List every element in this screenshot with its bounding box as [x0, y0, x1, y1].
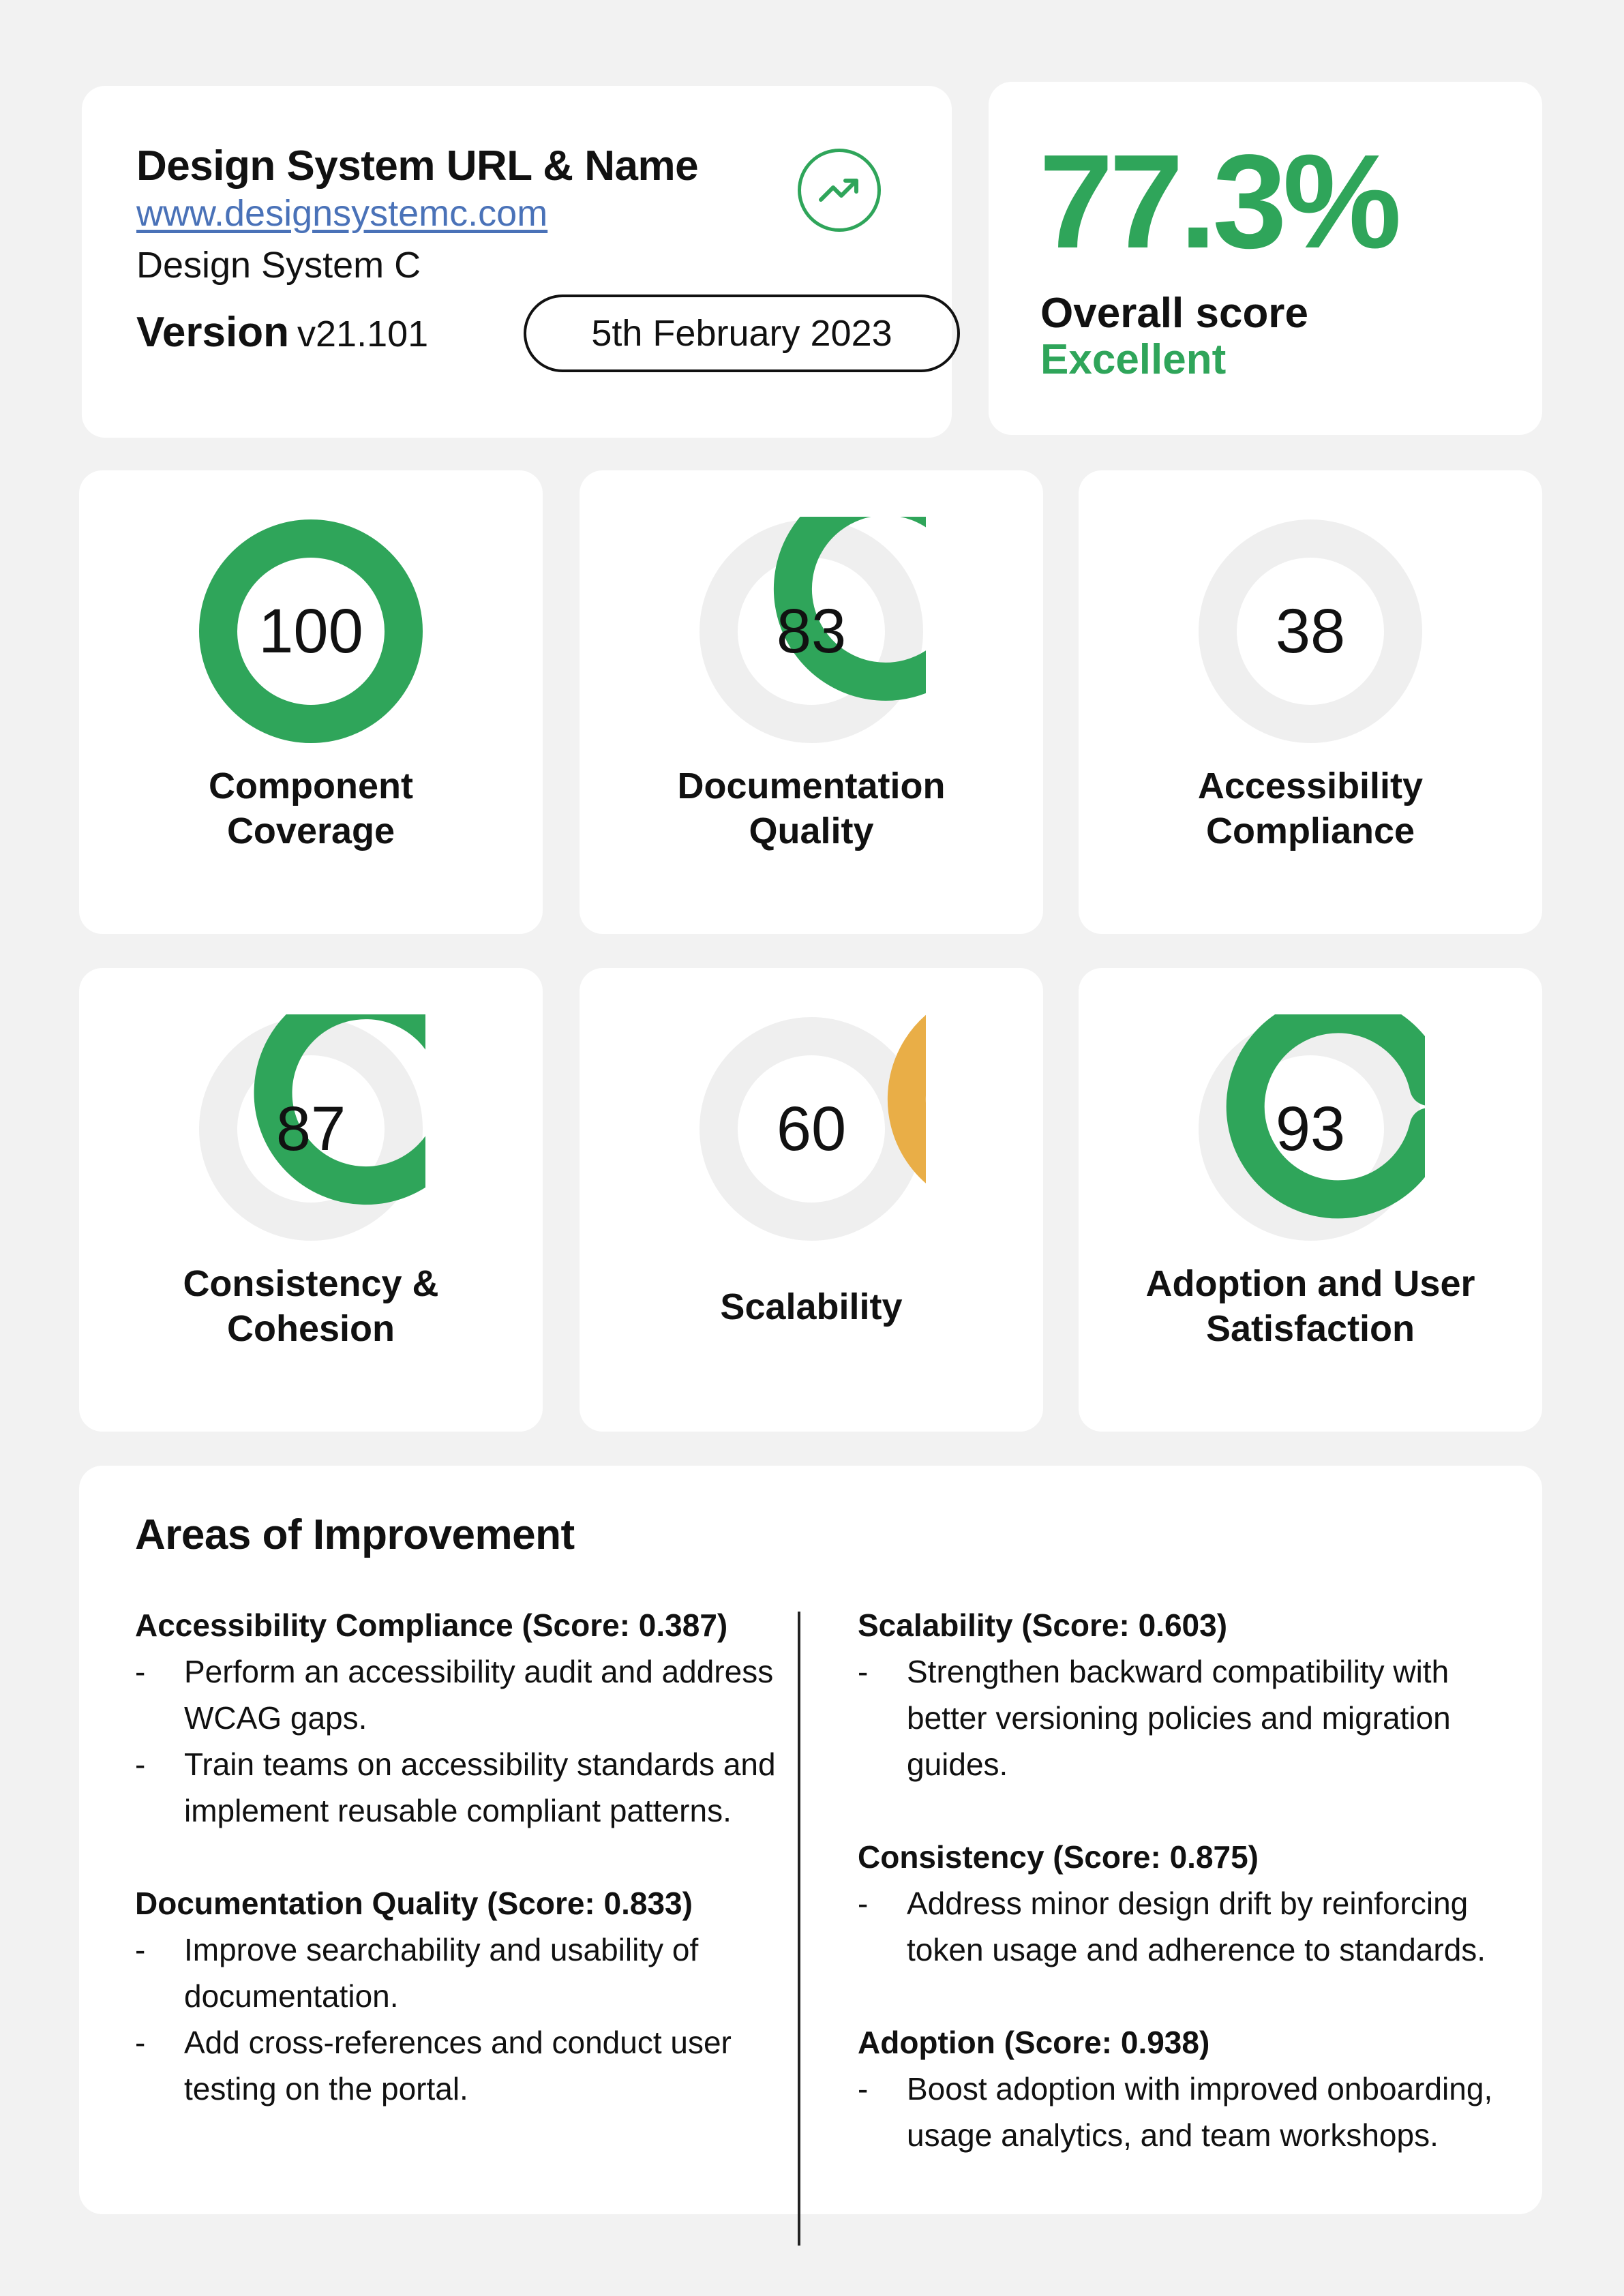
- metric-label-line: Compliance: [1205, 811, 1415, 851]
- metric-label-line: Cohesion: [226, 1308, 395, 1349]
- metric-card-documentation-quality: [580, 470, 1043, 934]
- metric-label: [593, 1284, 1029, 1329]
- overall-score-percent: 77.3%: [1039, 127, 1398, 276]
- metric-card-consistency-cohesion: [79, 968, 543, 1432]
- metric-label: [593, 764, 1029, 854]
- design-system-url-link[interactable]: www.designsystemc.com: [136, 193, 548, 234]
- date-badge: 5th February 2023: [524, 294, 960, 372]
- version-label: Version: [136, 309, 289, 356]
- trending-up-icon: [798, 149, 881, 232]
- version-number: v21.101: [297, 314, 429, 354]
- improvement-column-left: [135, 1602, 817, 2158]
- improvement-item: - Boost adoption with improved onboarding, usage analytics, and team workshops.: [858, 2071, 1493, 2153]
- metric-card-scalability: [580, 968, 1043, 1432]
- metric-value: 93: [1275, 1093, 1346, 1164]
- design-system-info-card: [82, 86, 952, 438]
- overall-score-card: [989, 82, 1542, 435]
- metric-card-accessibility-compliance: [1079, 470, 1542, 934]
- improvement-column-right: [858, 1602, 1512, 2205]
- metric-value: 60: [776, 1093, 847, 1164]
- metric-label-line: Quality: [749, 811, 874, 851]
- improvement-heading: Accessibility Compliance (Score: 0.387): [135, 1607, 728, 1643]
- metric-label: [1092, 1261, 1529, 1351]
- improvement-heading: Consistency (Score: 0.875): [858, 1839, 1259, 1875]
- improvement-item: - Add cross-references and conduct user testing on the portal.: [135, 2025, 732, 2106]
- metric-label-line: Accessibility: [1197, 766, 1424, 806]
- column-divider: [798, 1612, 800, 2246]
- metric-value: 87: [275, 1093, 346, 1164]
- metric-label-line: Scalability: [720, 1286, 903, 1327]
- improvement-item: - Address minor design drift by reinforcing token usage and adherence to standards.: [858, 1886, 1486, 1967]
- improvement-item: - Train teams on accessibility standards and implement reusable compliant patterns.: [135, 1747, 776, 1828]
- improvement-item: - Improve searchability and usability of documentation.: [135, 1932, 699, 2014]
- version-info: [136, 308, 428, 357]
- design-system-name: Design System C: [136, 245, 421, 286]
- improvement-section: [858, 1602, 1512, 1787]
- metric-label: [1092, 764, 1529, 854]
- metric-value: 38: [1275, 596, 1346, 666]
- metric-label-line: Consistency &: [183, 1263, 439, 1304]
- improvement-heading: Scalability (Score: 0.603): [858, 1607, 1228, 1643]
- metric-card-adoption-satisfaction: [1079, 968, 1542, 1432]
- metric-label-line: Satisfaction: [1205, 1308, 1415, 1349]
- section-title: Areas of Improvement: [135, 1511, 575, 1558]
- overall-score-label: Overall score: [1040, 290, 1308, 337]
- improvement-item: - Strengthen backward compatibility with better versioning policies and migration guides.: [858, 1654, 1451, 1782]
- card-title: Design System URL & Name: [136, 142, 699, 190]
- metric-label: [93, 764, 529, 854]
- metric-label-line: Documentation: [677, 766, 946, 806]
- metric-label-line: Coverage: [226, 811, 395, 851]
- metric-label-line: Adoption and User: [1145, 1263, 1475, 1304]
- improvement-section: [135, 1880, 817, 2112]
- metric-label-line: Component: [209, 766, 413, 806]
- improvement-section: [858, 1834, 1512, 1973]
- improvement-section: [135, 1602, 817, 1834]
- metric-label: [93, 1261, 529, 1351]
- improvement-heading: Adoption (Score: 0.938): [858, 2025, 1210, 2060]
- metric-value: 100: [258, 596, 363, 666]
- metric-value: 83: [776, 596, 847, 666]
- areas-of-improvement-card: [79, 1466, 1542, 2214]
- improvement-heading: Documentation Quality (Score: 0.833): [135, 1886, 693, 1921]
- improvement-item: - Perform an accessibility audit and address WCAG gaps.: [135, 1654, 774, 1736]
- improvement-section: [858, 2019, 1512, 2158]
- overall-score-rating: Excellent: [1040, 336, 1227, 383]
- metric-card-component-coverage: [79, 470, 543, 934]
